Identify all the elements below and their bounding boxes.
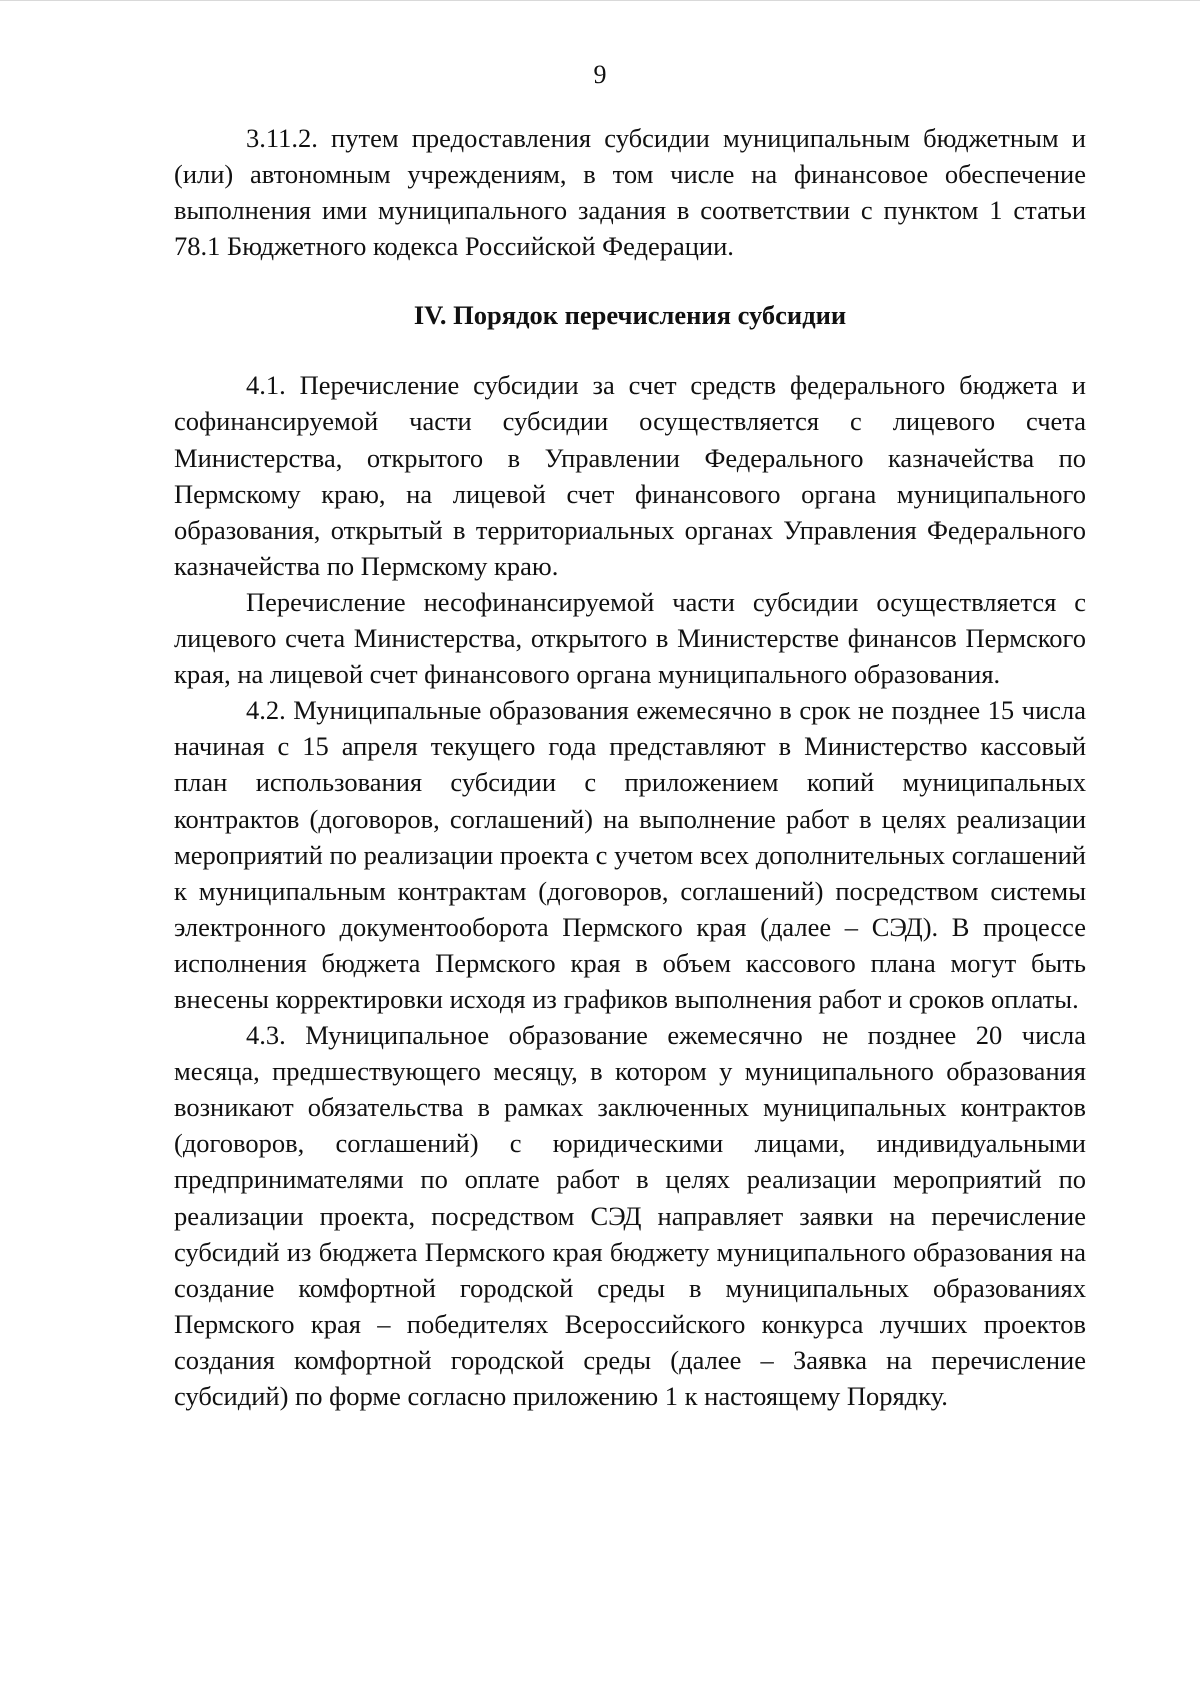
paragraph-4-1-continued: Перечисление несофинансируемой части субсидии осуществляется с лицевого счета Министерства, открытого в Министерстве финансов Пермского края, на лицевой счет финансового органа муниципального образования.	[174, 586, 1086, 690]
page-number: 9	[593, 60, 607, 89]
section-heading: IV. Порядок перечисления субсидии	[413, 300, 847, 331]
paragraph-4-3: 4.3. Муниципальное образование ежемесячно не позднее 20 числа месяца, предшествующего месяцу, в котором у муниципального образования возникают обязательства в рамках заключенных муниципальных контрактов (договоров, соглашений) с юридическими лицами, индивидуальными предпринимателями по оплате работ в целях реализации мероприятий по реализации проекта, посредством СЭД направляет заявки на перечисление субсидий из бюджета Пермского края бюджету муниципального образования на создание комфортной городской среды в муниципальных образованиях Пермского края – победителях Всероссийского конкурса лучших проектов создания комфортной городской среды (далее – Заявка на перечисление субсидий) по форме согласно приложению 1 к настоящему Порядку.	[174, 1020, 1086, 1411]
paragraph-3-11-2: 3.11.2. путем предоставления субсидии муниципальным бюджетным и (или) автономным учреждениям, в том числе на финансовое обеспечение выполнения ими муниципального задания в соответствии с пунктом 1 статьи 78.1 Бюджетного кодекса Российской Федерации.	[174, 123, 1086, 262]
page-top-edge	[0, 0, 1200, 1]
document-body	[174, 120, 1086, 1414]
paragraph-4-1: 4.1. Перечисление субсидии за счет средств федерального бюджета и софинансируемой части субсидии осуществляется с лицевого счета Министерства, открытого в Управлении Федерального казначейства по Пермскому краю, на лицевой счет финансового органа муниципального образования, открытый в территориальных органах Управления Федерального казначейства по Пермскому краю.	[174, 370, 1086, 581]
paragraph-4-2: 4.2. Муниципальные образования ежемесячно в срок не позднее 15 числа начиная с 15 апреля текущего года представляют в Министерство кассовый план использования субсидии с приложением копий муниципальных контрактов (договоров, соглашений) на выполнение работ в целях реализации мероприятий по реализации проекта с учетом всех дополнительных соглашений к муниципальным контрактам (договоров, соглашений) посредством системы электронного документооборота Пермского края (далее – СЭД). В процессе исполнения бюджета Пермского края в объем кассового плана могут быть внесены корректировки исходя из графиков выполнения работ и сроков оплаты.	[174, 695, 1086, 1014]
